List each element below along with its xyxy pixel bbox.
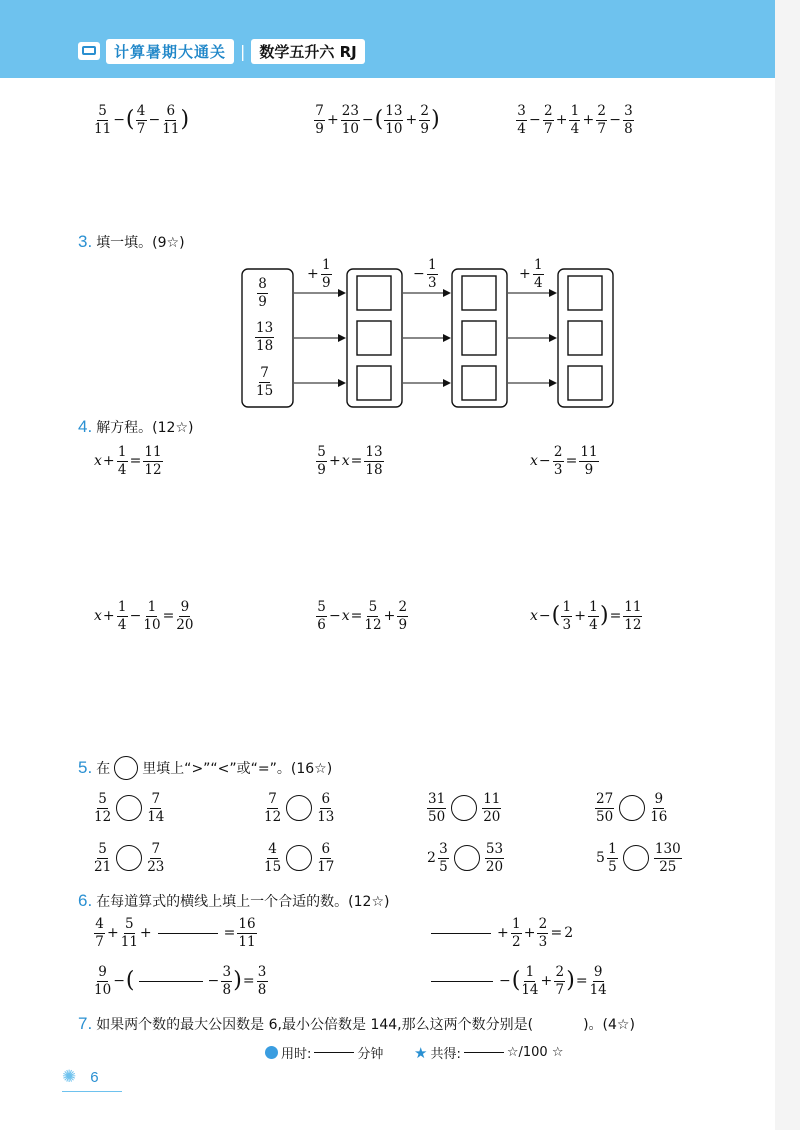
q6-row-4: − ( 1 14 + $\frac{2}{7}$ ) = $\frac{9}{14}$ [431,965,608,997]
q7-number: 7. [78,1014,93,1033]
q5-compare-8: 5 1 5 130 25 [596,841,681,875]
header-title-bar [78,38,365,64]
page-number: 6 [90,1068,99,1086]
q6-row-3: 9 10 − ( − $\frac{3}{8}$ ) = $\frac{3}{8}$ [94,964,267,998]
q4-heading [78,417,193,437]
series-title: 计算暑期大通关 [106,39,234,64]
footer-rule [62,1091,122,1092]
compare-circle[interactable] [454,845,480,871]
q5-number: 5. [78,758,93,777]
q6-heading [78,891,389,911]
q3-op-1: + $\frac{1}{9}$ [307,257,331,291]
answer-blank[interactable] [431,933,491,934]
q4-equation-3: x − $\frac{2}{3}$ = $\frac{11}{9}$ [530,444,598,478]
q3-input-1: 8 9 [258,276,267,310]
q4-equation-5: 5 6 − x = $\frac{5}{12}$ + $\frac{2}{9}$ [317,599,408,633]
q3-input-3: 7 15 [256,365,274,399]
q5-compare-4: 27 50 9 16 [596,791,668,825]
q5-compare-3: 31 50 11 20 [428,791,501,825]
clock-icon [265,1046,278,1059]
q3-number: 3. [78,232,93,251]
score-blank[interactable] [464,1052,504,1053]
star-icon: ★ [414,1043,428,1062]
q5-compare-7: 2 3 5 53 20 [427,841,504,875]
q4-equation-6: x − ( 1 3 + $\frac{1}{4}$ ) = $\frac{11}{12}$ [530,599,642,633]
answer-blank[interactable] [158,933,218,934]
compare-circle[interactable] [116,795,142,821]
q4-equation-4: x + $\frac{1}{4}$ − $\frac{1}{10}$ = $\frac{9}{20}$ [94,599,194,633]
answer-blank[interactable] [431,981,493,982]
footer-score [414,1043,563,1062]
q5-compare-2: 7 12 6 13 [264,791,335,825]
page-edge [775,0,800,1130]
time-blank[interactable] [314,1052,354,1053]
answer-blank[interactable] [139,981,203,982]
page-footer [62,1067,99,1087]
footer-time [265,1043,383,1062]
q7-text: 如果两个数的最大公因数是 6,最小公倍数是 144,那么这两个数分别是( [96,1017,534,1033]
sun-swirl-icon: ✺ [62,1067,77,1087]
compare-circle[interactable] [451,795,477,821]
q2-expression-3: 3 4 − $\frac{2}{7}$ + $\frac{1}{4}$ + $\frac{2}{7}$ − $\frac{3}{8}$ [517,103,633,137]
q3-op-2: − $\frac{1}{3}$ [413,257,437,291]
subject-title: 数学五升六 RJ [251,39,364,64]
compare-circle[interactable] [619,795,645,821]
q7-question [78,1014,635,1034]
score-unit: ☆/100 ☆ [506,1045,564,1060]
book-icon [78,42,100,60]
q6-title: 在每道算式的横线上填上一个合适的数。(12☆) [96,894,390,910]
q5-compare-1: 5 12 7 14 [94,791,165,825]
compare-circle[interactable] [623,845,649,871]
q6-row-2: + $\frac{1}{2}$ + $\frac{2}{3}$ = 2 [431,917,574,949]
q2-expression-2: 7 9 + $\frac{23}{10}$ − ( 13 10 + $\frac{2}{9}$ ) [315,103,440,137]
compare-circle[interactable] [286,795,312,821]
q3-op-3: + $\frac{1}{4}$ [519,257,543,291]
header-separator: | [240,41,246,61]
q3-input-2: 13 18 [256,320,274,354]
q5-compare-5: 5 21 7 23 [94,841,165,875]
q7-end: )。(4☆) [583,1017,635,1033]
compare-circle[interactable] [116,845,142,871]
score-label: 共得: [430,1047,461,1062]
q2-expression-1: 5 11 − ( 4 7 − $\frac{6}{11}$ ) [94,103,190,137]
time-unit: 分钟 [357,1047,384,1062]
q5-heading: 5. 在 里填上“>”“<”或“=”。(16☆) [78,756,332,780]
q6-row-1: 4 7 + $\frac{5}{11}$ + = $\frac{16}{11}$ [95,916,256,950]
q6-number: 6. [78,891,93,910]
q3-title: 填一填。(9☆) [96,235,185,251]
q5-title: 里填上“>”“<”或“=”。(16☆) [142,761,333,777]
q4-equation-2: 5 9 + x = $\frac{13}{18}$ [317,444,383,478]
circle-icon [114,756,138,780]
compare-circle[interactable] [286,845,312,871]
q4-equation-1: x + $\frac{1}{4}$ = $\frac{11}{12}$ [94,444,162,478]
q3-flow-diagram [240,257,620,410]
q5-compare-6: 4 15 6 17 [264,841,335,875]
time-label: 用时: [281,1047,312,1062]
q4-number: 4. [78,417,93,436]
q3-heading [78,232,185,252]
q4-title: 解方程。(12☆) [96,420,194,436]
